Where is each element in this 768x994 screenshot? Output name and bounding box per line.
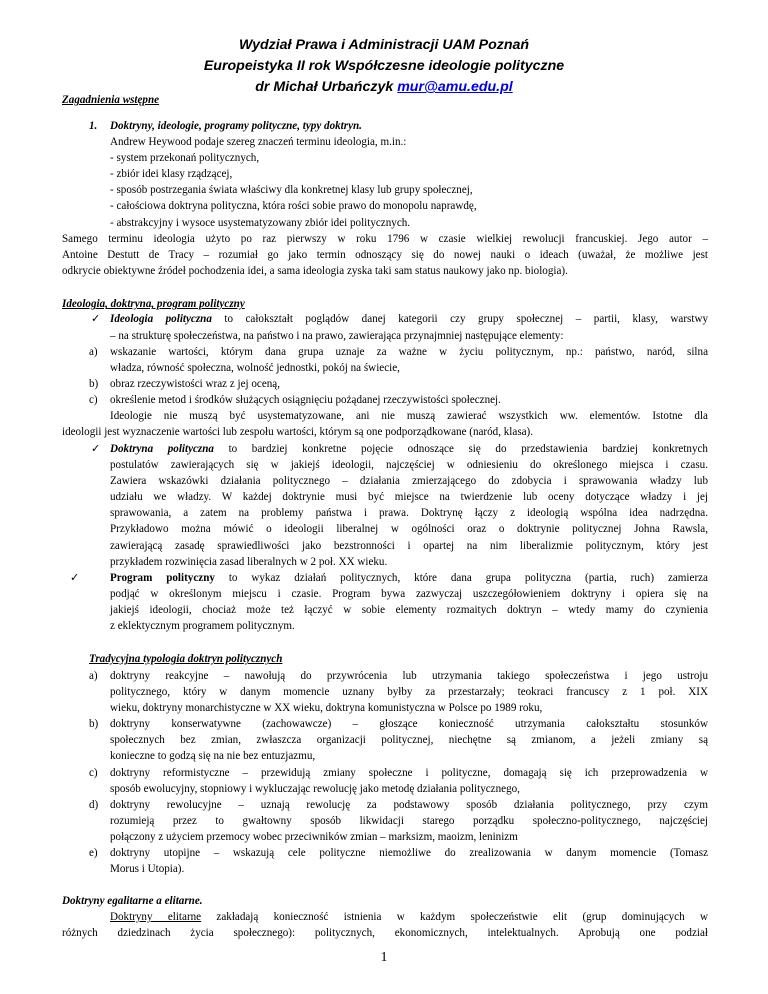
typology-label: c) xyxy=(89,766,98,779)
ideologia-term: Ideologia polityczna xyxy=(110,313,212,326)
element-line: wskazanie wartości, którym dana grupa uznaje za ważne w życiu politycznym, np.: państwo, naród, silna xyxy=(110,345,708,358)
s2-title: Ideologia, doktryna, program polityczny xyxy=(62,298,245,311)
typology-line: doktryny reformistyczne – przewidują zmiany społeczne i polityczne, domagają się ich przeprowadzenia w xyxy=(110,766,708,779)
s1-item: - zbiór idei klasy rządzącej, xyxy=(110,168,233,181)
program-line: jakiejś ideologii, chociaż może też łączyć w sobie elementy rozmaitych doktryn – wtedy mamy do czynienia xyxy=(110,604,708,617)
s1-item: - system przekonań politycznych, xyxy=(110,151,260,164)
header-line-2: Europeistyka II rok Współczesne ideologie polityczne xyxy=(203,58,565,74)
s3-title: Tradycyjna typologia doktryn politycznych xyxy=(89,653,283,666)
checkmark-icon: ✓ xyxy=(70,570,80,584)
doktryna-line: przykładem rozwinięcia zasad liberalnych w 2 poł. XX wieku. xyxy=(110,555,388,568)
section-heading: Zagadnienia wstępne xyxy=(62,94,160,106)
element-line: określenie metod i środków służących osiągnięciu pożądanej rzeczywistości społecznej. xyxy=(110,394,501,407)
typology-line: rozumieją przez to gwałtowny sposób likwidacji starego porządku społeczno-politycznego, najczęściej xyxy=(110,814,708,827)
element-label: c) xyxy=(89,394,98,407)
typology-line: doktryny rewolucyjne – uznają rewolucję za podstawowy sposób działania politycznego, przy czym xyxy=(110,798,708,811)
s1-paragraph-line: Samego terminu ideologia użyto po raz pierwszy w roku 1796 w czasie wielkiej rewolucji francuskiej. Jego autor – xyxy=(62,232,708,245)
typology-line: politycznego, który w danym momencie uznany byłby za przestarzały; teokraci francuscy z 1 poł. XIX xyxy=(110,685,708,698)
typology-line: doktryny reakcyjne – nawołują do przywrócenia lub utrzymania takiego społeczeństwa i jego ustroju xyxy=(110,669,708,682)
checkmark-icon: ✓ xyxy=(91,441,101,455)
element-line: władza, równość społeczna, wolność jednostki, pokój na świecie, xyxy=(110,361,400,374)
s1-title: Doktryny, ideologie, programy polityczne, typy doktryn. xyxy=(110,119,362,132)
doktryna-line: Zawiera wskazówki działania politycznego – działania zmierzającego do zdobycia i sprawowania władzy lub xyxy=(110,474,708,487)
typology-label: e) xyxy=(89,847,98,860)
doktryna-line: udziału we władzy. W każdej doktrynie musi być miejsce na twierdzenie lub oceny dotyczące władzy i jej xyxy=(110,491,708,503)
s1-paragraph-line: odkrycie obiektywne źródeł pochodzenia idei, a sama ideologia zyska taki sam status naukowy jako np. biologia). xyxy=(62,265,568,277)
s1-item: - całościowa doktryna polityczna, która rości sobie prawo do monopolu naprawdę, xyxy=(110,200,477,213)
program-line: z eklektycznym programem politycznym. xyxy=(110,620,295,633)
typology-line: doktryny utopijne – wskazują cele polityczne niemożliwe do zrealizowania w danym momencie (Tomasz xyxy=(110,847,708,860)
s1-intro: Andrew Heywood podaje szereg znaczeń terminu ideologia, m.in.: xyxy=(110,135,407,148)
email-link[interactable]: mur@amu.edu.pl xyxy=(397,79,513,95)
doktryna-line: zawierającą zasadę sprawiedliwości jako bezstronności i opartej na nim liberalizmie politycznym, który jest xyxy=(110,539,708,552)
element-label: b) xyxy=(89,378,99,390)
program-line: podjąć w określonym miejscu i czasie. Program bywa zazwyczaj uszczegółowieniem doktryny i opiera się na xyxy=(110,587,708,600)
doktryna-term: Doktryna polityczna xyxy=(110,442,214,455)
header-line-1: Wydział Prawa i Administracji UAM Poznań xyxy=(238,37,530,53)
typology-label: b) xyxy=(89,718,99,730)
doktryna-line: sprawowania, a zatem na problemy państwa i prawa. Doktrynę łączy z ideologią wspólna idea nadrzędna. xyxy=(110,507,708,520)
s1-item: - sposób postrzegania świata właściwy dla konkretnej klasy lub grupy społecznej, xyxy=(110,184,473,197)
element-line: obraz rzeczywistości wraz z jej oceną, xyxy=(110,378,281,390)
doktryna-line: postulatów zawierających się w jakiejś ideologii, najczęściej w odniesieniu do określonego miejsca i czasu. xyxy=(110,458,708,471)
ideologia-note-line: Ideologie nie muszą być usystematyzowane, ani nie muszą zawierać wszystkich ww. elementów. Istotne dla xyxy=(110,410,708,423)
doktryna-line: Doktryna polityczna to bardziej konkretne pojęcie odnoszące się do przedstawienia bardziej konkretnych xyxy=(110,442,708,455)
element-label: a) xyxy=(89,345,98,358)
s1-paragraph-line: Antoine Destutt de Tracy – rozumiał go jako termin odnoszący się do nowej nauki o ideach (uważał, że możliwe jest xyxy=(62,248,708,261)
typology-line: połączony z użyciem przemocy wobec przeciwników zmian – marksizm, maoizm, leninizm xyxy=(110,831,518,844)
typology-line: doktryny konserwatywne (zachowawcze) – głoszące konieczność utrzymania całokształtu stosunków xyxy=(110,718,708,730)
s4-title: Doktryny egalitarne a elitarne. xyxy=(62,894,203,907)
s1-number: 1. xyxy=(89,119,98,132)
s1-item: - abstrakcyjny i wysoce usystematyzowany zbiór idei politycznych. xyxy=(110,216,411,229)
s4-term: Doktryny elitarne xyxy=(110,910,202,923)
author-name: dr Michał Urbańczyk xyxy=(255,79,398,95)
typology-line: społecznych bez zmian, zwłaszcza organizacji politycznej, niechętne są zmianom, a jeżeli zmiany są xyxy=(110,734,708,747)
ideologia-note-line: ideologii jest wyznaczenie wartości lub zespołu wartości, którym są one podporządkowane (naród, klasa). xyxy=(62,426,534,439)
typology-line: Morus i Utopia). xyxy=(110,863,185,876)
s4-line: Doktryny elitarne zakładają konieczność istnienia w każdym społeczeństwie elit (grup dominujących w xyxy=(110,910,708,923)
typology-label: a) xyxy=(89,669,98,682)
typology-line: wieku, doktryny monarchistyczne w XX wieku, doktryna komunistyczna w Polsce po 1989 roku, xyxy=(110,701,543,714)
ideologia-line: Ideologia polityczna to całokształt poglądów danej kategorii czy grupy społecznej – partii, klasy, warstwy xyxy=(110,313,709,326)
ideologia-line: – na strukturę społeczeństwa, na państwo i na prawo, zawierająca przynajmniej następujące elementy: xyxy=(110,329,564,342)
doktryna-line: Przykładowo można mówić o ideologii liberalnej w ogólności oraz o doktrynie politycznej Johna Rawsla, xyxy=(110,523,708,536)
program-term: Program polityczny xyxy=(110,571,215,584)
s4-line: różnych dziedzinach życia społecznego): politycznych, ekonomicznych, intelektualnych. Aprobują one podział xyxy=(62,927,708,939)
page-number: 1 xyxy=(380,950,388,965)
typology-line: konieczne to godzą się na nie bez entuzjazmu, xyxy=(110,750,316,763)
typology-label: d) xyxy=(89,798,99,811)
program-line: Program polityczny to wykaz działań politycznych, które dana grupa polityczna (partia, ruch) zamierza xyxy=(110,571,708,584)
typology-line: sposób ewolucyjny, stopniowy i wykluczając rewolucję jako metodę działania politycznego, xyxy=(110,782,520,795)
checkmark-icon: ✓ xyxy=(91,312,101,326)
